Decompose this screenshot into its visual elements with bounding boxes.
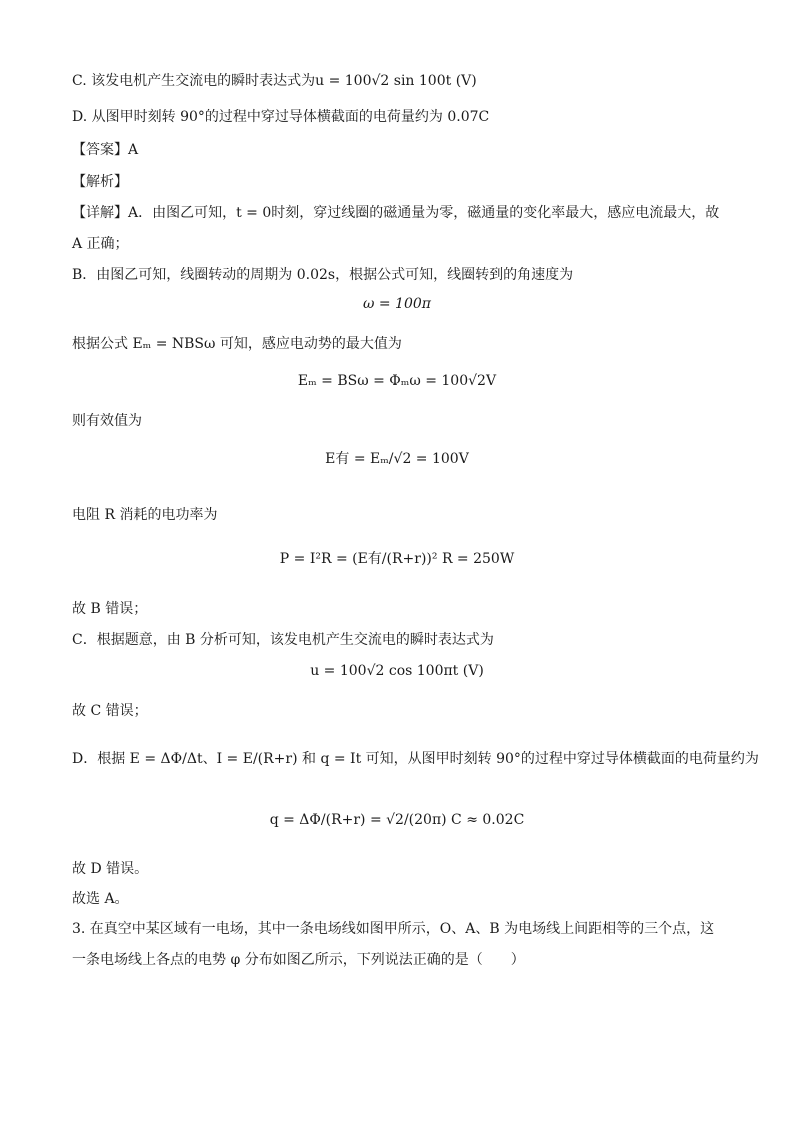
equation-q: q = ΔΦ/(R+r) = √2/(20π) C ≈ 0.02C xyxy=(269,812,525,828)
detail-a-line1: 【详解】A．由图乙可知，t = 0时刻，穿过线圈的磁通量为零，磁通量的变化率最大，感应电流最大，故 xyxy=(72,205,720,221)
detail-b-line4: 电阻 R 消耗的电功率为 xyxy=(72,507,218,523)
answer-line: 【答案】A xyxy=(72,142,139,158)
question3-line2: 一条电场线上各点的电势 φ 分布如图乙所示，下列说法正确的是（ ） xyxy=(72,952,525,968)
option-c-line: C. 该发电机产生交流电的瞬时表达式为u = 100√2 sin 100t (V) xyxy=(72,73,477,89)
detail-a-line2: A 正确； xyxy=(72,236,129,252)
detail-b-line1: B．由图乙可知，线圈转动的周期为 0.02s，根据公式可知，线圈转到的角速度为 xyxy=(72,267,574,283)
detail-d-conclusion: 故 D 错误。 xyxy=(72,861,149,877)
option-d-line: D. 从图甲时刻转 90°的过程中穿过导体横截面的电荷量约为 0.07C xyxy=(72,109,490,125)
equation-power: P = I²R = (E有/(R+r))² R = 250W xyxy=(279,551,515,567)
equation-effective: E有 = Eₘ/√2 = 100V xyxy=(325,451,469,467)
equation-em: Eₘ = BSω = Φₘω = 100√2V xyxy=(297,373,497,389)
detail-c-line1: C．根据题意，由 B 分析可知，该发电机产生交流电的瞬时表达式为 xyxy=(72,632,494,648)
option-c-equation: u = 100√2 sin 100t (V) xyxy=(315,73,477,89)
analysis-heading: 【解析】 xyxy=(72,174,128,190)
detail-b-line2: 根据公式 Eₘ = NBSω 可知，感应电动势的最大值为 xyxy=(72,336,402,352)
detail-b-conclusion: 故 B 错误； xyxy=(72,601,148,617)
equation-omega: ω = 100π xyxy=(363,296,431,312)
question3-line1: 3. 在真空中某区域有一电场，其中一条电场线如图甲所示，O、A、B 为电场线上间距相等的三个点，这 xyxy=(72,921,715,937)
equation-u-cos: u = 100√2 cos 100πt (V) xyxy=(310,663,484,679)
detail-d-line1: D．根据 E = ΔΦ/Δt、I = E/(R+r) 和 q = It 可知，从图甲时刻转 90°的过程中穿过导体横截面的电荷量约为 xyxy=(72,751,759,767)
detail-c-conclusion: 故 C 错误； xyxy=(72,703,148,719)
choose-line: 故选 A。 xyxy=(72,891,129,907)
detail-b-line3: 则有效值为 xyxy=(72,413,142,429)
